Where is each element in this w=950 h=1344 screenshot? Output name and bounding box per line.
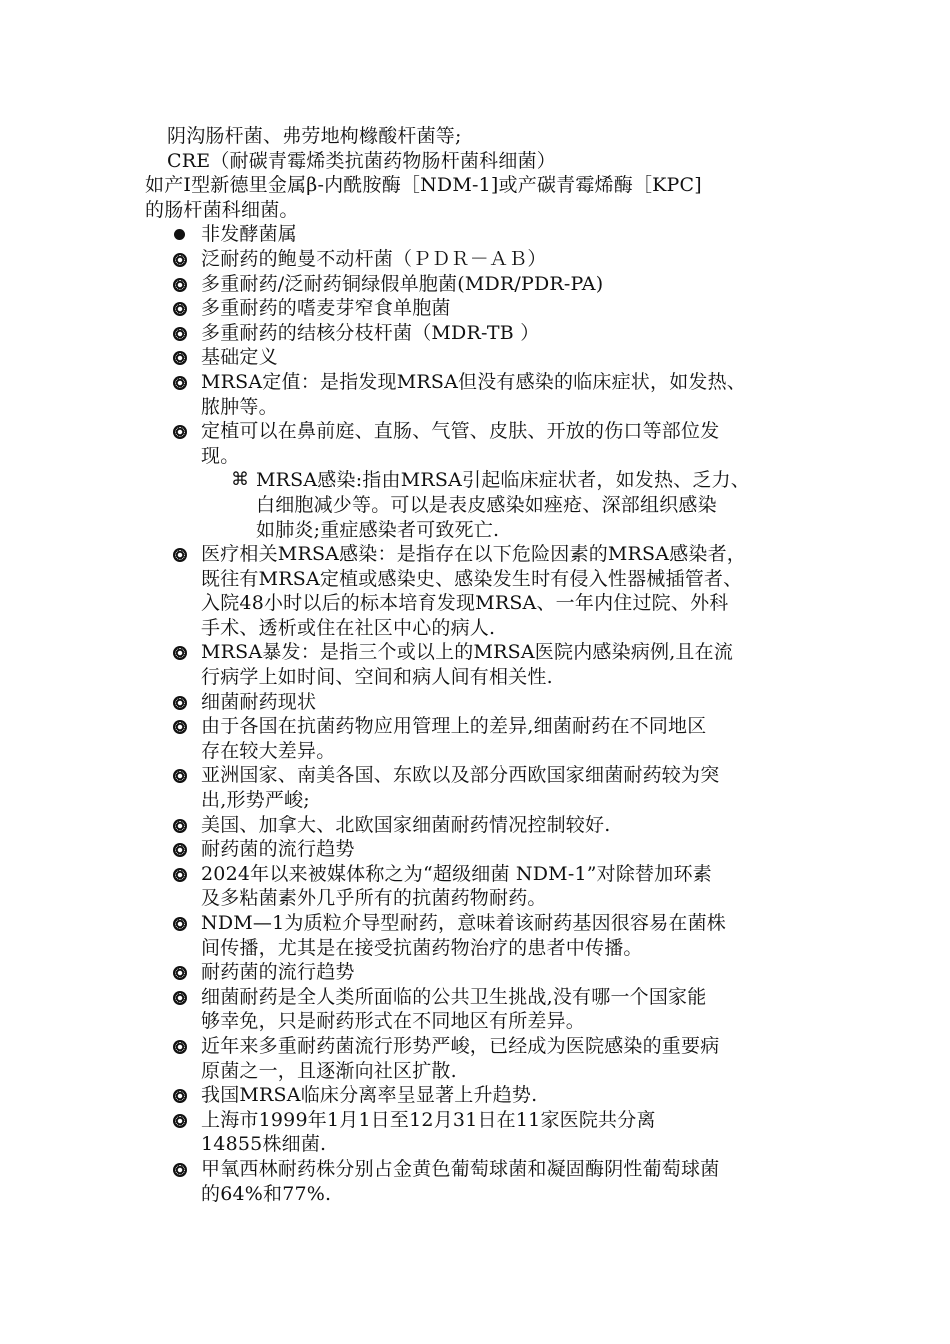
list-item-text: 医疗相关MRSA感染：是指存在以下危险因素的MRSA感染者， [201, 543, 746, 566]
flower-bullet-icon [172, 547, 188, 563]
list-item [145, 1083, 825, 1108]
list-item-text: 手术、透析或住在社区中心的病人. [201, 616, 496, 639]
list-item [145, 222, 825, 247]
list-item-text: 间传播，尤其是在接受抗菌药物治疗的患者中传播。 [201, 936, 643, 959]
list-item-text: 现。 [201, 444, 240, 467]
list-item [145, 714, 825, 763]
intro-line-3: 如产Ⅰ型新德里金属β-内酰胺酶［NDM-1]或产碳青霉烯酶［KPC] [145, 174, 702, 197]
list-item-text: 多重耐药的结核分枝杆菌（MDR-TB ） [201, 321, 540, 344]
flower-bullet-icon [172, 1162, 188, 1178]
list-item [145, 862, 825, 911]
list-item-text: 近年来多重耐药菌流行形势严峻，已经成为医院感染的重要病 [201, 1034, 720, 1057]
list-item-text: 多重耐药的嗜麦芽窄食单胞菌 [201, 297, 451, 320]
flower-bullet-icon [172, 719, 188, 735]
flower-bullet-icon [172, 1039, 188, 1055]
flower-bullet-icon [172, 990, 188, 1006]
flower-bullet-icon [172, 965, 188, 981]
intro-line-2: CRE（耐碳青霉烯类抗菌药物肠杆菌科细菌） [167, 149, 556, 172]
flower-bullet-icon [172, 645, 188, 661]
list-item-text: 白细胞减少等。可以是表皮感染如痤疮、深部组织感染 [256, 493, 717, 516]
flower-bullet-icon [172, 1113, 188, 1129]
list-item-text: 如肺炎;重症感染者可致死亡. [256, 518, 500, 541]
list-item-text: 细菌耐药现状 [201, 690, 317, 713]
flower-bullet-icon [172, 818, 188, 834]
flower-bullet-icon [172, 768, 188, 784]
list-item [145, 247, 825, 272]
list-item [145, 370, 825, 419]
list-item-text: 泛耐药的鲍曼不动杆菌（ＰＤＲ－ＡＢ） [201, 247, 547, 270]
list-item-text: MRSA感染:指由MRSA引起临床症状者，如发热、乏力、 [256, 469, 750, 492]
flower-bullet-icon [172, 424, 188, 440]
list-item [145, 763, 825, 812]
list-item-text: 行病学上如时间、空间和病人间有相关性. [201, 666, 553, 689]
list-item [145, 542, 825, 640]
document-body [145, 124, 825, 1206]
flower-bullet-icon [172, 301, 188, 317]
flower-bullet-icon [172, 916, 188, 932]
list-item-text: 定植可以在鼻前庭、直肠、气管、皮肤、开放的伤口等部位发 [201, 420, 720, 443]
flower-bullet-icon [172, 277, 188, 293]
flower-bullet-icon [172, 326, 188, 342]
list-item-text: 脓肿等。 [201, 395, 278, 418]
list-item [145, 960, 825, 985]
list-item-text: 出,形势严峻; [201, 789, 310, 812]
list-item-text: 耐药菌的流行趋势 [201, 961, 355, 984]
round-bullet-icon [172, 227, 188, 243]
list-item-text: 原菌之一，且逐渐向社区扩散. [201, 1059, 457, 1082]
list-item-text: 2024年以来被媒体称之为“超级细菌 NDM-1”对除替加环素 [201, 862, 712, 885]
intro-line-4: 的肠杆菌科细菌。 [145, 198, 299, 221]
list-item-text: 及多粘菌素外几乎所有的抗菌药物耐药。 [201, 887, 547, 910]
list-item-text: 存在较大差异。 [201, 739, 336, 762]
list-item [145, 911, 825, 960]
list-item [145, 640, 825, 689]
flower-bullet-icon [172, 842, 188, 858]
list-item-text: MRSA定值：是指发现MRSA但没有感染的临床症状，如发热、 [201, 370, 746, 393]
flower-bullet-icon [172, 375, 188, 391]
list-item-text: 14855株细菌. [201, 1133, 327, 1156]
list-item [145, 272, 825, 297]
list-item-text: 细菌耐药是全人类所面临的公共卫生挑战,没有哪一个国家能 [201, 985, 707, 1008]
list-item-text: 入院48小时以后的标本培育发现MRSA、一年内住过院、外科 [201, 592, 729, 615]
flower-bullet-icon [172, 1088, 188, 1104]
list-item [145, 1157, 825, 1206]
bullet-list [145, 222, 825, 1206]
flower-bullet-icon [172, 350, 188, 366]
list-item-text: MRSA暴发：是指三个或以上的MRSA医院内感染病例,且在流 [201, 641, 734, 664]
list-item [145, 837, 825, 862]
list-item [145, 985, 825, 1034]
list-item-text: 基础定义 [201, 346, 278, 369]
flower-bullet-icon [172, 867, 188, 883]
list-item-text: 我国MRSA临床分离率呈显著上升趋势. [201, 1084, 538, 1107]
list-item [145, 1108, 825, 1157]
list-item [145, 419, 825, 468]
list-item [145, 813, 825, 838]
list-item-text: 由于各国在抗菌药物应用管理上的差异,细菌耐药在不同地区 [201, 715, 707, 738]
list-item-text: 的64%和77%. [201, 1182, 332, 1205]
list-item [145, 690, 825, 715]
flower-bullet-icon [172, 252, 188, 268]
list-item [145, 296, 825, 321]
flower-bullet-icon [172, 695, 188, 711]
list-item [145, 345, 825, 370]
list-item-text: 非发酵菌属 [201, 223, 298, 246]
list-item-text: 美国、加拿大、北欧国家细菌耐药情况控制较好. [201, 813, 611, 836]
list-item [145, 468, 825, 542]
list-item-text: 既往有MRSA定植或感染史、感染发生时有侵入性器械插管者、 [201, 567, 743, 590]
intro-line-1: 阴沟肠杆菌、弗劳地枸橼酸杆菌等; [167, 125, 462, 147]
command-symbol-icon: ⌘ [231, 469, 250, 491]
list-item-text: 上海市1999年1月1日至12月31日在11家医院共分离 [201, 1108, 656, 1131]
list-item-text: 甲氧西林耐药株分别占金黄色葡萄球菌和凝固酶阴性葡萄球菌 [201, 1157, 720, 1180]
list-item [145, 321, 825, 346]
list-item-text: 亚洲国家、南美各国、东欧以及部分西欧国家细菌耐药较为突 [201, 764, 720, 787]
list-item-text: NDM—1为质粒介导型耐药，意味着该耐药基因很容易在菌株 [201, 912, 727, 934]
list-item-text: 多重耐药/泛耐药铜绿假单胞菌(MDR/PDR-PA) [201, 272, 604, 295]
list-item-text: 够幸免，只是耐药形式在不同地区有所差异。 [201, 1010, 586, 1033]
list-item [145, 1034, 825, 1083]
list-item-text: 耐药菌的流行趋势 [201, 838, 355, 861]
